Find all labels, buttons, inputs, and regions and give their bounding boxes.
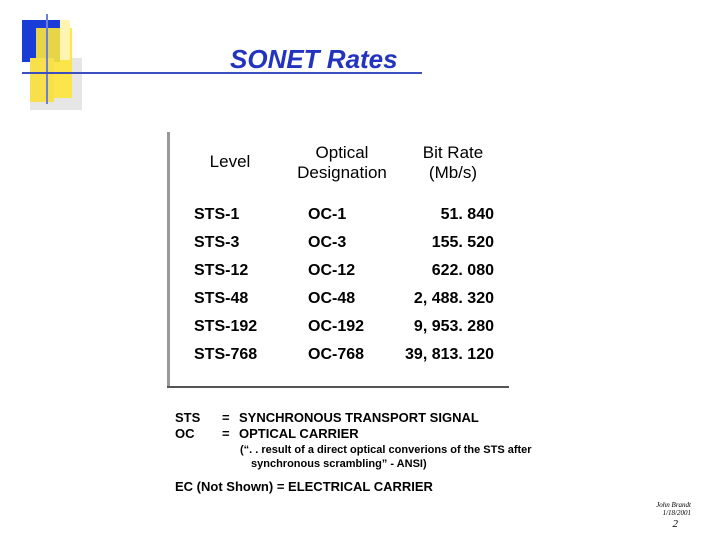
cell-rate: 51. 840 <box>440 206 494 223</box>
cell-level: STS-192 <box>194 318 258 335</box>
header-bitrate-line1: Bit Rate <box>422 143 484 162</box>
ec-definition: EC (Not Shown) = ELECTRICAL CARRIER <box>175 479 433 494</box>
page-title: SONET Rates <box>230 44 398 74</box>
footer-author: John Brandt <box>656 501 691 509</box>
table-row <box>0 318 720 338</box>
cell-level: STS-48 <box>194 290 249 307</box>
definition-text: OPTICAL CARRIER <box>239 426 359 441</box>
cell-rate: 155. 520 <box>431 234 494 251</box>
definition-text: SYNCHRONOUS TRANSPORT SIGNAL <box>239 410 479 425</box>
page-number: 2 <box>672 518 678 530</box>
cell-optical: OC-768 <box>308 346 365 363</box>
header-level: Level <box>209 152 251 171</box>
note-line1: (“. . result of a direct optical converions of the STS after <box>240 444 532 456</box>
definition-equals: = <box>222 410 230 425</box>
definitions <box>175 410 575 442</box>
cell-optical: OC-48 <box>308 290 356 307</box>
cell-optical: OC-1 <box>308 206 347 223</box>
cell-level: STS-1 <box>194 206 240 223</box>
cell-rate: 9, 953. 280 <box>413 318 494 335</box>
cell-optical: OC-12 <box>308 262 356 279</box>
decorative-block-yellow-small <box>30 58 54 102</box>
header-bit-rate <box>410 143 496 183</box>
definition-row <box>175 410 575 426</box>
header-bitrate-line2: (Mb/s) <box>428 163 478 182</box>
definition-term: OC <box>175 426 195 441</box>
header-optical-line1: Optical <box>315 143 369 162</box>
cell-optical: OC-192 <box>308 318 365 335</box>
definition-term: STS <box>175 410 201 425</box>
definition-equals: = <box>222 426 230 441</box>
cell-level: STS-768 <box>194 346 258 363</box>
note-line2: synchronous scrambling” - ANSI) <box>251 458 427 470</box>
table-row <box>0 262 720 282</box>
table-row <box>0 206 720 226</box>
cell-level: STS-12 <box>194 262 249 279</box>
footer-author-date <box>656 501 691 517</box>
ansi-note <box>240 443 532 471</box>
table-row <box>0 290 720 310</box>
cell-level: STS-3 <box>194 234 240 251</box>
decorative-vertical-line <box>46 14 48 104</box>
header-optical-line2: Designation <box>297 163 387 182</box>
table-row <box>0 234 720 254</box>
footer-date: 1/18/2001 <box>662 509 691 517</box>
definition-row <box>175 426 575 442</box>
cell-rate: 39, 813. 120 <box>405 346 494 363</box>
cell-rate: 2, 488. 320 <box>413 290 494 307</box>
cell-optical: OC-3 <box>308 234 347 251</box>
table-row <box>0 346 720 366</box>
cell-rate: 622. 080 <box>431 262 494 279</box>
decorative-block-light <box>60 20 70 60</box>
header-optical-designation <box>287 143 397 183</box>
